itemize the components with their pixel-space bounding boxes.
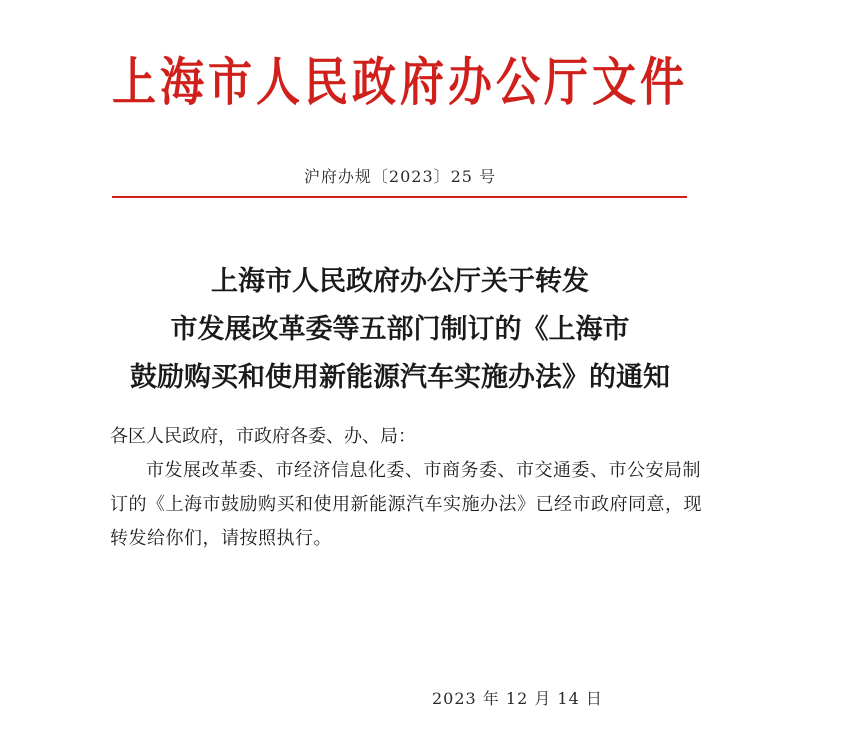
notice-title-line: 上海市人民政府办公厅关于转发: [211, 266, 589, 297]
notice-title-line: 鼓励购买和使用新能源汽车实施办法》的通知: [130, 362, 670, 393]
issue-date: 2023 年 12 月 14 日: [432, 689, 603, 708]
body-paragraph: 市发展改革委、市经济信息化委、市商务委、市交通委、市公安局制订的《上海市鼓励购买和使用新能源汽车实施办法》已经市政府同意，现转发给你们，请按照执行。: [110, 460, 702, 549]
issuer-header-title: 上海市人民政府办公厅文件: [112, 52, 688, 114]
red-divider-line: [112, 196, 687, 198]
salutation: 各区人民政府，市政府各委、办、局：: [110, 426, 416, 447]
notice-title: [0, 258, 800, 402]
document-number: 沪府办规〔2023〕25 号: [303, 167, 497, 186]
notice-title-line: 市发展改革委等五部门制订的《上海市: [170, 314, 630, 345]
notice-body: [110, 420, 710, 556]
